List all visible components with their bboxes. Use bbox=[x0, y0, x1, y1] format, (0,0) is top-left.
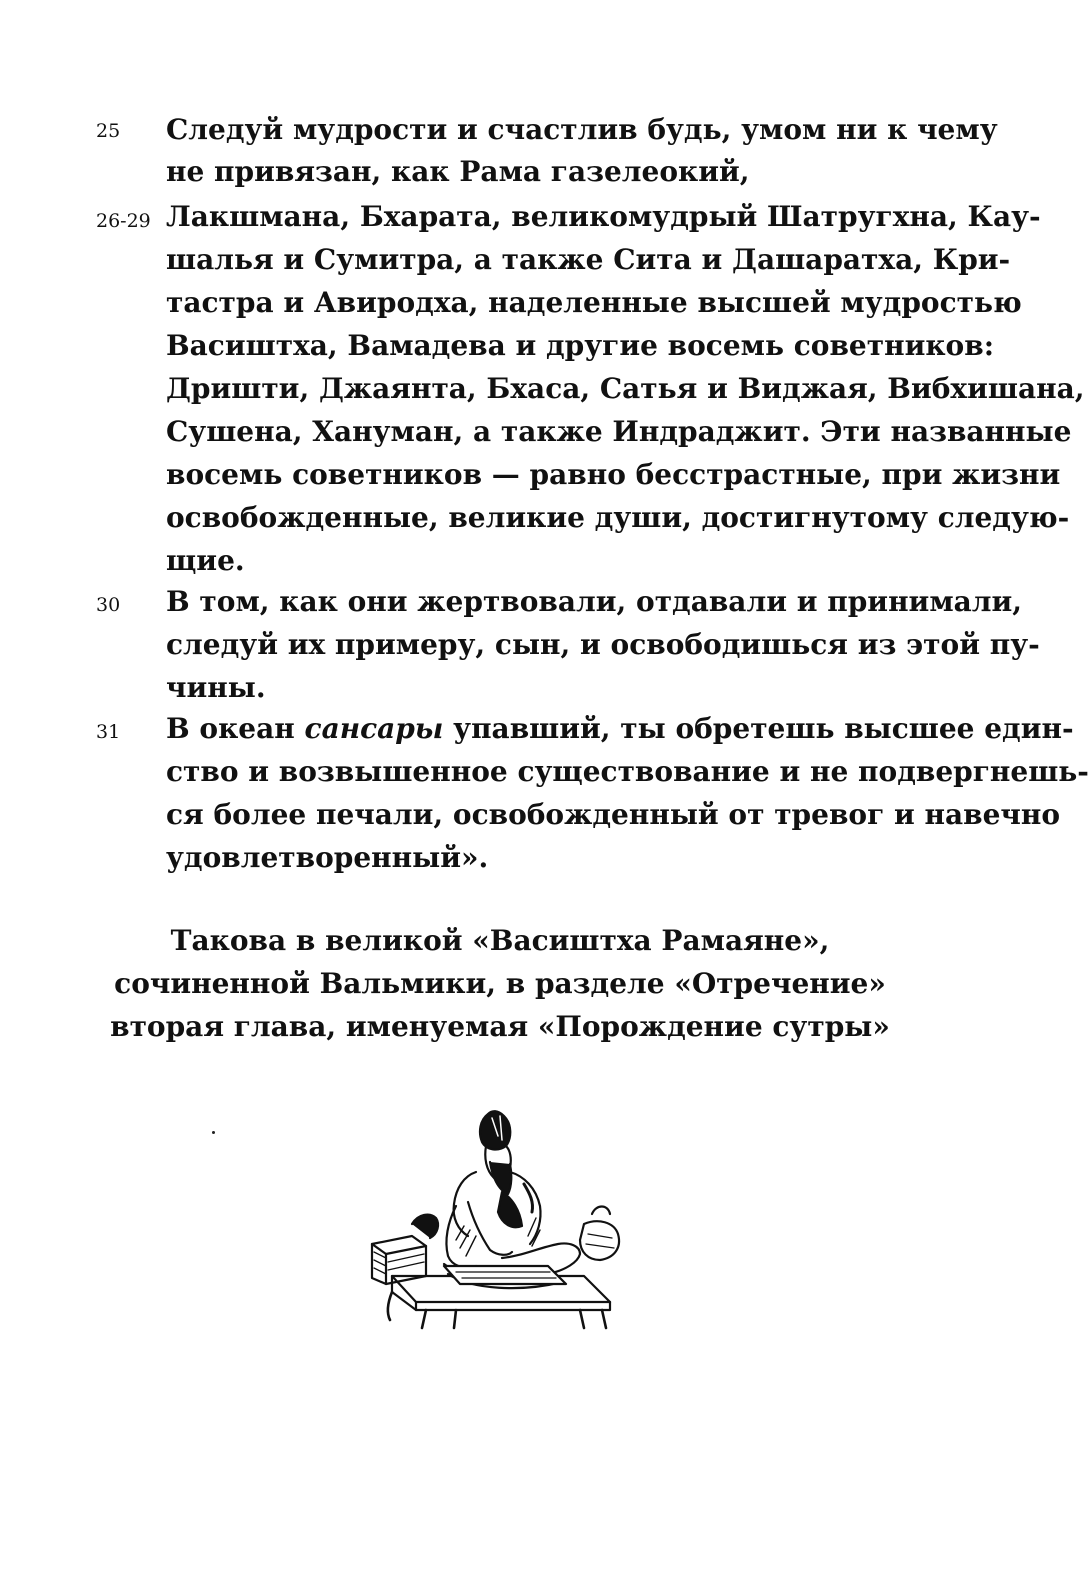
verse-number: 25 bbox=[96, 120, 121, 142]
verse-line bbox=[166, 709, 1074, 749]
verse-line: В том, как они жертвовали, отдавали и принимали, bbox=[166, 585, 1023, 618]
verse-line: Сушена, Хануман, а также Индраджит. Эти названные bbox=[166, 415, 1072, 448]
verse-line: шалья и Сумитра, а также Сита и Дашаратха, Кри- bbox=[166, 243, 1011, 276]
verse-line-text: упавший, ты обретешь высшее един- bbox=[443, 712, 1074, 745]
verse-number: 26-29 bbox=[96, 210, 151, 232]
verse-number: 31 bbox=[96, 721, 121, 743]
verse-line-text: В океан bbox=[166, 712, 305, 745]
sage-writing-manuscript-icon bbox=[352, 1106, 642, 1350]
verse-line: Васиштха, Вамадева и другие восемь советников: bbox=[166, 329, 995, 362]
verse-line: следуй их примеру, сын, и освободишься из этой пу- bbox=[166, 628, 1040, 661]
italic-term: сансары bbox=[304, 712, 444, 745]
verse-line: восемь советников — равно бесстрастные, при жизни bbox=[166, 458, 1061, 491]
verse-line: не привязан, как Рама газелеокий, bbox=[166, 155, 750, 188]
verse-line: тастра и Авиродха, наделенные высшей мудростью bbox=[166, 286, 1022, 319]
colophon-line: сочиненной Вальмики, в разделе «Отречение» bbox=[114, 967, 886, 1000]
verse-line: Лакшмана, Бхарата, великомудрый Шатругхна, Кау- bbox=[166, 200, 1041, 233]
verse-line: освобожденные, великие души, достигнутому следую- bbox=[166, 501, 1070, 534]
verse-line: Следуй мудрости и счастлив будь, умом ни к чему bbox=[166, 113, 998, 146]
verse-line: чины. bbox=[166, 671, 266, 704]
verse-line: щие. bbox=[166, 544, 245, 577]
colophon-line: вторая глава, именуемая «Порождение сутры» bbox=[110, 1010, 890, 1043]
verse-line: удовлетворенный». bbox=[166, 841, 489, 874]
colophon-line: Такова в великой «Васиштха Рамаяне», bbox=[170, 924, 830, 957]
verse-number: 30 bbox=[96, 594, 121, 616]
speck-mark bbox=[212, 1131, 215, 1134]
verse-line: ство и возвышенное существование и не подвергнешь- bbox=[166, 755, 1089, 788]
verse-line: ся более печали, освобожденный от тревог и навечно bbox=[166, 798, 1061, 831]
verse-line: Дришти, Джаянта, Бхаса, Сатья и Виджая, Вибхишана, bbox=[166, 372, 1085, 405]
